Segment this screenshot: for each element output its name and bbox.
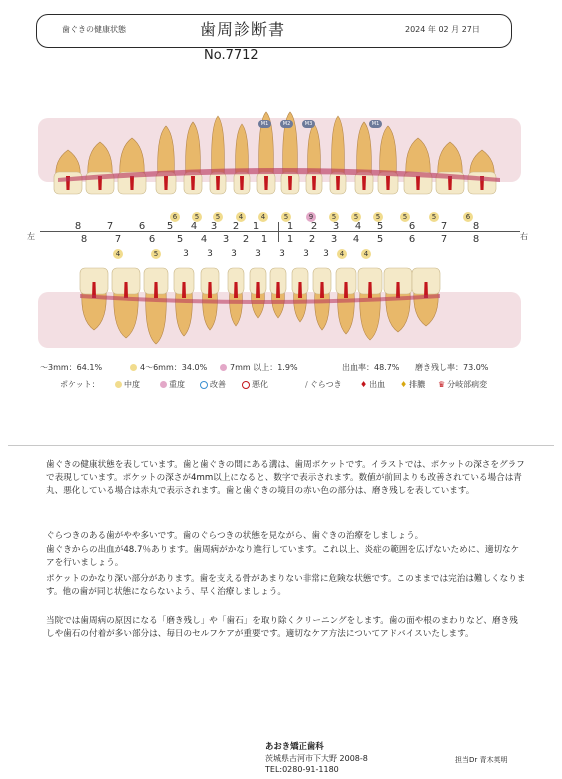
lower-tooth-number: 7 xyxy=(114,234,122,245)
lower-tooth-number: 8 xyxy=(80,234,88,245)
upper-tooth-number: 6 xyxy=(138,221,146,232)
upper-tooth-number: 1 xyxy=(252,221,260,232)
bleeding-mark xyxy=(362,176,366,190)
bleeding-mark xyxy=(336,176,340,190)
upper-tooth-number: 6 xyxy=(408,221,416,232)
lower-tooth-number: 6 xyxy=(408,234,416,245)
header-section-label: 歯ぐきの健康状態 xyxy=(62,25,126,34)
legend-improved: 改善 xyxy=(210,380,226,389)
bleeding-mark xyxy=(234,282,238,298)
midline xyxy=(278,222,279,242)
stat-severe: 7mm 以上：1.9% xyxy=(230,363,298,372)
clinic-address: 茨城県古河市下大野 2008-8 xyxy=(265,754,368,763)
lower-tooth-number: 3 xyxy=(330,234,338,245)
exam-date: 2024 年 02 月 27日 xyxy=(405,25,480,34)
bleeding-mark xyxy=(264,176,268,190)
legend-pus: 排膿 xyxy=(409,380,426,389)
mobility-badge: M2 xyxy=(280,120,293,128)
bleeding-mark xyxy=(396,282,400,298)
upper-tooth-number: 4 xyxy=(354,221,362,232)
page-title: 歯周診断書 xyxy=(200,20,286,39)
stat-plaque: 磨き残し率：73.0% xyxy=(415,363,489,372)
bleeding-mark xyxy=(216,176,220,190)
pocket-depth-value: 3 xyxy=(207,249,213,259)
explanation-paragraph: 歯ぐきの健康状態を表しています。歯と歯ぐきの間にある溝は、歯周ポケットです。イラストでは、ポケットの深さをグラフで表現しています。ポケットの深さが4mm以上になると、数字で表示されます。数値が前回よりも改善されている場合は青丸、悪化している場合は赤丸で表示されます。歯と歯ぐきの境目の赤い色の部分は、磨き残しを表しています。 xyxy=(46,460,525,496)
lower-tooth-number: 3 xyxy=(222,234,230,245)
pocket-depth-marker: 5 xyxy=(281,212,291,222)
lower-tooth-number: 2 xyxy=(242,234,250,245)
pocket-depth-value: 3 xyxy=(231,249,237,259)
bleeding-mark xyxy=(344,282,348,298)
bleeding-mark xyxy=(276,282,280,298)
legend-severe: 重度 xyxy=(169,380,185,389)
legend-label: ポケット： xyxy=(60,380,100,389)
lower-tooth-number: 1 xyxy=(260,234,268,245)
pocket-depth-marker: 5 xyxy=(192,212,202,222)
bleeding-mark xyxy=(208,282,212,298)
moderate-dot-icon xyxy=(130,364,137,371)
clinic-phone: TEL:0280-91-1180 xyxy=(265,765,339,774)
lower-tooth-number: 6 xyxy=(148,234,156,245)
lower-tooth-number: 1 xyxy=(286,234,294,245)
furcation-crown-icon: ♛ xyxy=(438,380,446,389)
upper-tooth-number: 5 xyxy=(376,221,384,232)
lower-tooth-number: 2 xyxy=(308,234,316,245)
bleeding-mark xyxy=(288,176,292,190)
bleeding-mark xyxy=(386,176,390,190)
record-number: No.7712 xyxy=(204,48,259,63)
explanation-paragraph: ポケットのかなり深い部分があります。歯を支える骨があまりない非常に危険な状態です。このままでは完治は難しくなります。他の歯が同じ状態にならないよう、早く治療しましょう。 xyxy=(46,574,526,597)
pocket-depth-marker: 5 xyxy=(351,212,361,222)
bleeding-mark xyxy=(320,282,324,298)
bleeding-mark xyxy=(240,176,244,190)
upper-tooth-number: 3 xyxy=(210,221,218,232)
explanation-paragraph: 当院では歯周病の原因になる「磨き残し」や「歯石」を取り除くクリーニングをします。歯の面や根のまわりなど、磨き残しや歯石の付着が多い部分は、毎日のセルフケアが重要です。適切なケア方法についてアドバイスいたします。 xyxy=(46,616,518,639)
pocket-depth-value: 3 xyxy=(303,249,309,259)
bleeding-mark xyxy=(298,282,302,298)
severe-dot-icon xyxy=(160,381,167,388)
upper-tooth-number: 8 xyxy=(74,221,82,232)
lower-tooth-number: 5 xyxy=(176,234,184,245)
pocket-depth-marker: 4 xyxy=(236,212,246,222)
pocket-depth-value: 3 xyxy=(255,249,261,259)
pocket-depth-value: 3 xyxy=(279,249,285,259)
pocket-depth-marker: 5 xyxy=(400,212,410,222)
pocket-depth-marker: 4 xyxy=(258,212,268,222)
bleeding-mark xyxy=(124,282,128,298)
pocket-depth-marker: 5 xyxy=(429,212,439,222)
pocket-depth-marker: 9 xyxy=(306,212,316,222)
side-left-label: 左 xyxy=(27,232,35,241)
pocket-depth-marker: 5 xyxy=(213,212,223,222)
upper-tooth-number: 2 xyxy=(232,221,240,232)
pocket-depth-marker: 5 xyxy=(151,249,161,259)
moderate-dot-icon xyxy=(115,381,122,388)
upper-tooth-root xyxy=(158,126,175,178)
bleeding-mark xyxy=(182,282,186,298)
upper-tooth-number: 4 xyxy=(190,221,198,232)
bleeding-mark xyxy=(256,282,260,298)
lower-tooth-number: 5 xyxy=(376,234,384,245)
attending-doctor: 担当Dr 青木英明 xyxy=(455,756,508,764)
bleeding-drop-icon: ♦ xyxy=(360,380,368,389)
pocket-depth-marker: 6 xyxy=(170,212,180,222)
legend-moderate: 中度 xyxy=(124,380,140,389)
upper-tooth-number: 8 xyxy=(472,221,480,232)
bleeding-mark xyxy=(368,282,372,298)
upper-tooth-number: 5 xyxy=(166,221,174,232)
bleeding-mark xyxy=(312,176,316,190)
pocket-depth-value: 3 xyxy=(183,249,189,259)
lower-tooth-number: 4 xyxy=(352,234,360,245)
clinic-name: あおき矯正歯科 xyxy=(265,741,324,751)
pocket-depth-marker: 6 xyxy=(463,212,473,222)
bleeding-mark xyxy=(164,176,168,190)
upper-tooth-number: 7 xyxy=(440,221,448,232)
mobility-badge: M1 xyxy=(369,120,382,128)
stat-shallow: ～3mm：64.1% xyxy=(40,363,103,372)
pocket-depth-value: 3 xyxy=(323,249,329,259)
bleeding-mark xyxy=(416,176,420,190)
lower-tooth-number: 7 xyxy=(440,234,448,245)
bleeding-mark xyxy=(191,176,195,190)
explanation-paragraph: 歯ぐきからの出血が48.7％あります。歯周病がかなり進行しています。これ以上、炎症の範囲を広げないために、適切なケアを行いましょう。 xyxy=(46,545,520,568)
severe-dot-icon xyxy=(220,364,227,371)
upper-tooth-number: 2 xyxy=(310,221,318,232)
explanation-paragraph: ぐらつきのある歯がやや多いです。歯のぐらつきの状態を見ながら、歯ぐきの治療をしましょう。 xyxy=(46,531,424,541)
worsened-circle-icon xyxy=(242,381,250,389)
pocket-depth-marker: 4 xyxy=(361,249,371,259)
stat-moderate: 4～6mm：34.0% xyxy=(140,363,208,372)
upper-tooth-number: 7 xyxy=(106,221,114,232)
legend-furcation: 分岐部病変 xyxy=(447,380,488,389)
pocket-depth-marker: 5 xyxy=(329,212,339,222)
side-right-label: 右 xyxy=(520,232,528,241)
pocket-depth-marker: 4 xyxy=(337,249,347,259)
bleeding-mark xyxy=(130,176,134,190)
legend-mobility: ぐらつき xyxy=(309,380,342,389)
section-divider xyxy=(8,445,554,446)
upper-tooth-number: 1 xyxy=(286,221,294,232)
lower-tooth-number: 4 xyxy=(200,234,208,245)
upper-tooth-number: 3 xyxy=(332,221,340,232)
legend-bleeding: 出血 xyxy=(369,380,386,389)
lower-tooth-number: 8 xyxy=(472,234,480,245)
mobility-icon: ∕ xyxy=(305,380,308,389)
pocket-depth-marker: 5 xyxy=(373,212,383,222)
mobility-badge: M3 xyxy=(302,120,315,128)
bleeding-mark xyxy=(154,282,158,298)
improved-circle-icon xyxy=(200,381,208,389)
pocket-depth-marker: 4 xyxy=(113,249,123,259)
mobility-badge: M1 xyxy=(258,120,271,128)
pus-drop-icon: ♦ xyxy=(400,380,408,389)
dental-chart xyxy=(0,0,562,360)
legend-worsened: 悪化 xyxy=(252,380,268,389)
stat-bleeding: 出血率：48.7% xyxy=(342,363,400,372)
